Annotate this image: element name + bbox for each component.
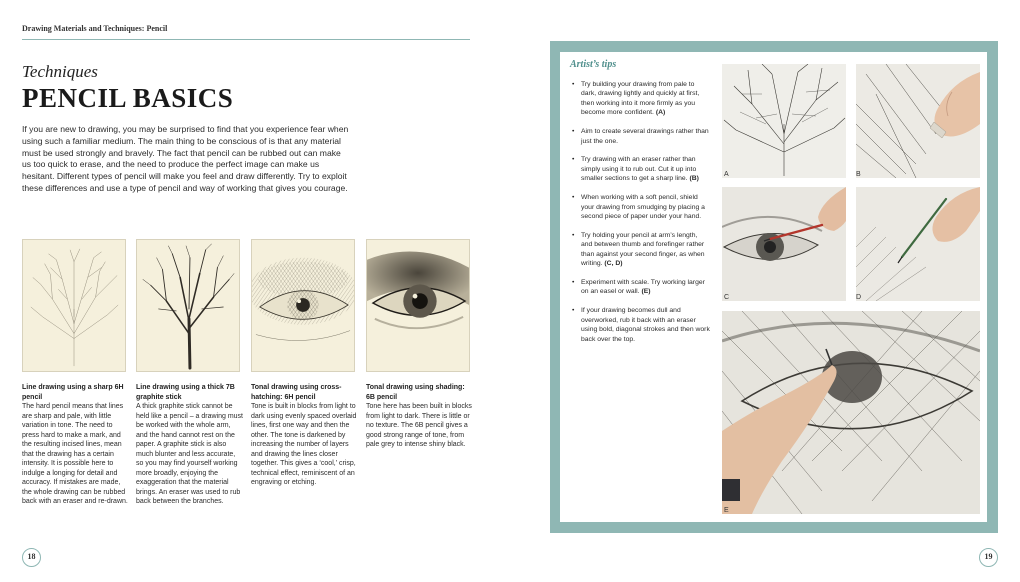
tips-heading: Artist’s tips — [570, 59, 617, 70]
figure-shaded-eye — [366, 239, 470, 372]
tip-text: Try drawing with an eraser rather than simply using it to rub out. Cut it up into smaller sections to get a sharp line. — [581, 156, 697, 183]
photo-label-c: C — [724, 294, 730, 301]
photo-label-e: E — [724, 507, 729, 514]
header-rule — [22, 39, 470, 40]
tip-text: Try building your drawing from pale to dark, drawing lightly and quickly at first, then working into it more firmly as you become more confident. — [581, 81, 700, 117]
caption-title: Tonal drawing using shading: 6B pencil — [366, 384, 465, 401]
tip-item — [572, 278, 710, 297]
figure-bold-tree — [136, 239, 240, 372]
tip-item — [572, 193, 710, 221]
photo-c-pencil-eye — [722, 187, 846, 301]
section-kicker: Techniques — [22, 62, 98, 81]
page-number-right: 19 — [979, 548, 998, 567]
tip-text: Try holding your pencil at arm’s length, and between thumb and forefinger rather than against your second finger, as when writing. — [581, 231, 705, 268]
photo-b-eraser-hand — [856, 64, 980, 178]
page-number-left: 18 — [22, 548, 41, 567]
caption-shaded-eye — [366, 383, 474, 450]
photo-e-large-eye — [722, 311, 980, 514]
tip-text: Experiment with scale. Try working larger on an easel or wall. — [581, 279, 705, 296]
caption-fine-tree — [22, 383, 130, 507]
tip-ref: (E) — [641, 288, 651, 296]
tip-item — [572, 306, 710, 344]
photo-label-b: B — [856, 171, 861, 178]
figure-fine-tree — [22, 239, 126, 372]
caption-title: Tonal drawing using cross-hatching: 6H pencil — [251, 384, 342, 401]
caption-title: Line drawing using a sharp 6H pencil — [22, 384, 124, 401]
caption-crosshatch-eye — [251, 383, 359, 488]
page-title: PENCIL BASICS — [22, 83, 234, 113]
tip-item — [572, 231, 710, 269]
caption-body: Tone here has been built in blocks from light to dark. There is little or no texture. The 6B pencil gives a good strong range of tone, from pale grey to intense shiny black. — [366, 403, 472, 448]
tip-text: When working with a soft pencil, shield your drawing from smudging by placing a second piece of paper under your hand. — [581, 194, 705, 220]
caption-body: A thick graphite stick cannot be held like a pencil – a drawing must be worked with the whole arm, and the hand cannot rest on the paper. A graphite stick is also much blunter and less accurate, so you may find yourself working more broadly, enjoying the exaggeration that the material brings. An eraser was used to rub back between the branches. — [136, 403, 244, 505]
intro-paragraph: If you are new to drawing, you may be surprised to find that you experience fear when using such a familiar medium. The main thing to be conscious of is that any material must be used strongly and bravely. The fact that pencil can be rubbed out can make us too quick to erase, and the need to produce the perfect image can make us hesitant. Different types of pencil will make you feel and draw differently. Try to exploit these differences and use a type of pencil and way of working that gives you courage. — [22, 124, 349, 193]
caption-bold-tree — [136, 383, 244, 507]
photo-d-pencil-grip — [856, 187, 980, 301]
tips-list — [572, 80, 710, 353]
running-head: Drawing Materials and Techniques: Pencil — [22, 24, 168, 33]
tip-ref: (B) — [689, 175, 699, 183]
photo-a-tree-sketch — [722, 64, 846, 178]
caption-body: The hard pencil means that lines are sharp and pale, with little variation in tone. The need to press hard to make a mark, and the resulting incised lines, mean that the drawing has a certain intensity. It is possible here to indulge a longing for detail and accuracy. If mistakes are made, the whole drawing can be rubbed back with an eraser and re-drawn. — [22, 403, 128, 505]
tip-item — [572, 80, 710, 118]
photo-label-d: D — [856, 294, 862, 301]
tip-ref: (A) — [655, 109, 666, 117]
figure-crosshatch-eye — [251, 239, 355, 372]
caption-body: Tone is built in blocks from light to dark using evenly spaced overlaid lines, first one way and then the other. The tone is darkened by increasing the number of layers and drawing the lines closer together. This gives a ‘cool,’ crisp, technical effect, reminiscent of an engraving or etching. — [251, 403, 357, 486]
tip-text: If your drawing becomes dull and overworked, rub it back with an eraser using bold, diagonal strokes and then work back over the top. — [581, 307, 710, 343]
tip-ref: (C, D) — [604, 260, 623, 268]
tip-item — [572, 155, 710, 183]
tip-item — [572, 127, 710, 146]
tip-text: Aim to create several drawings rather than just the one. — [581, 128, 709, 145]
caption-title: Line drawing using a thick 7B graphite stick — [136, 384, 235, 401]
photo-label-a: A — [724, 171, 729, 178]
